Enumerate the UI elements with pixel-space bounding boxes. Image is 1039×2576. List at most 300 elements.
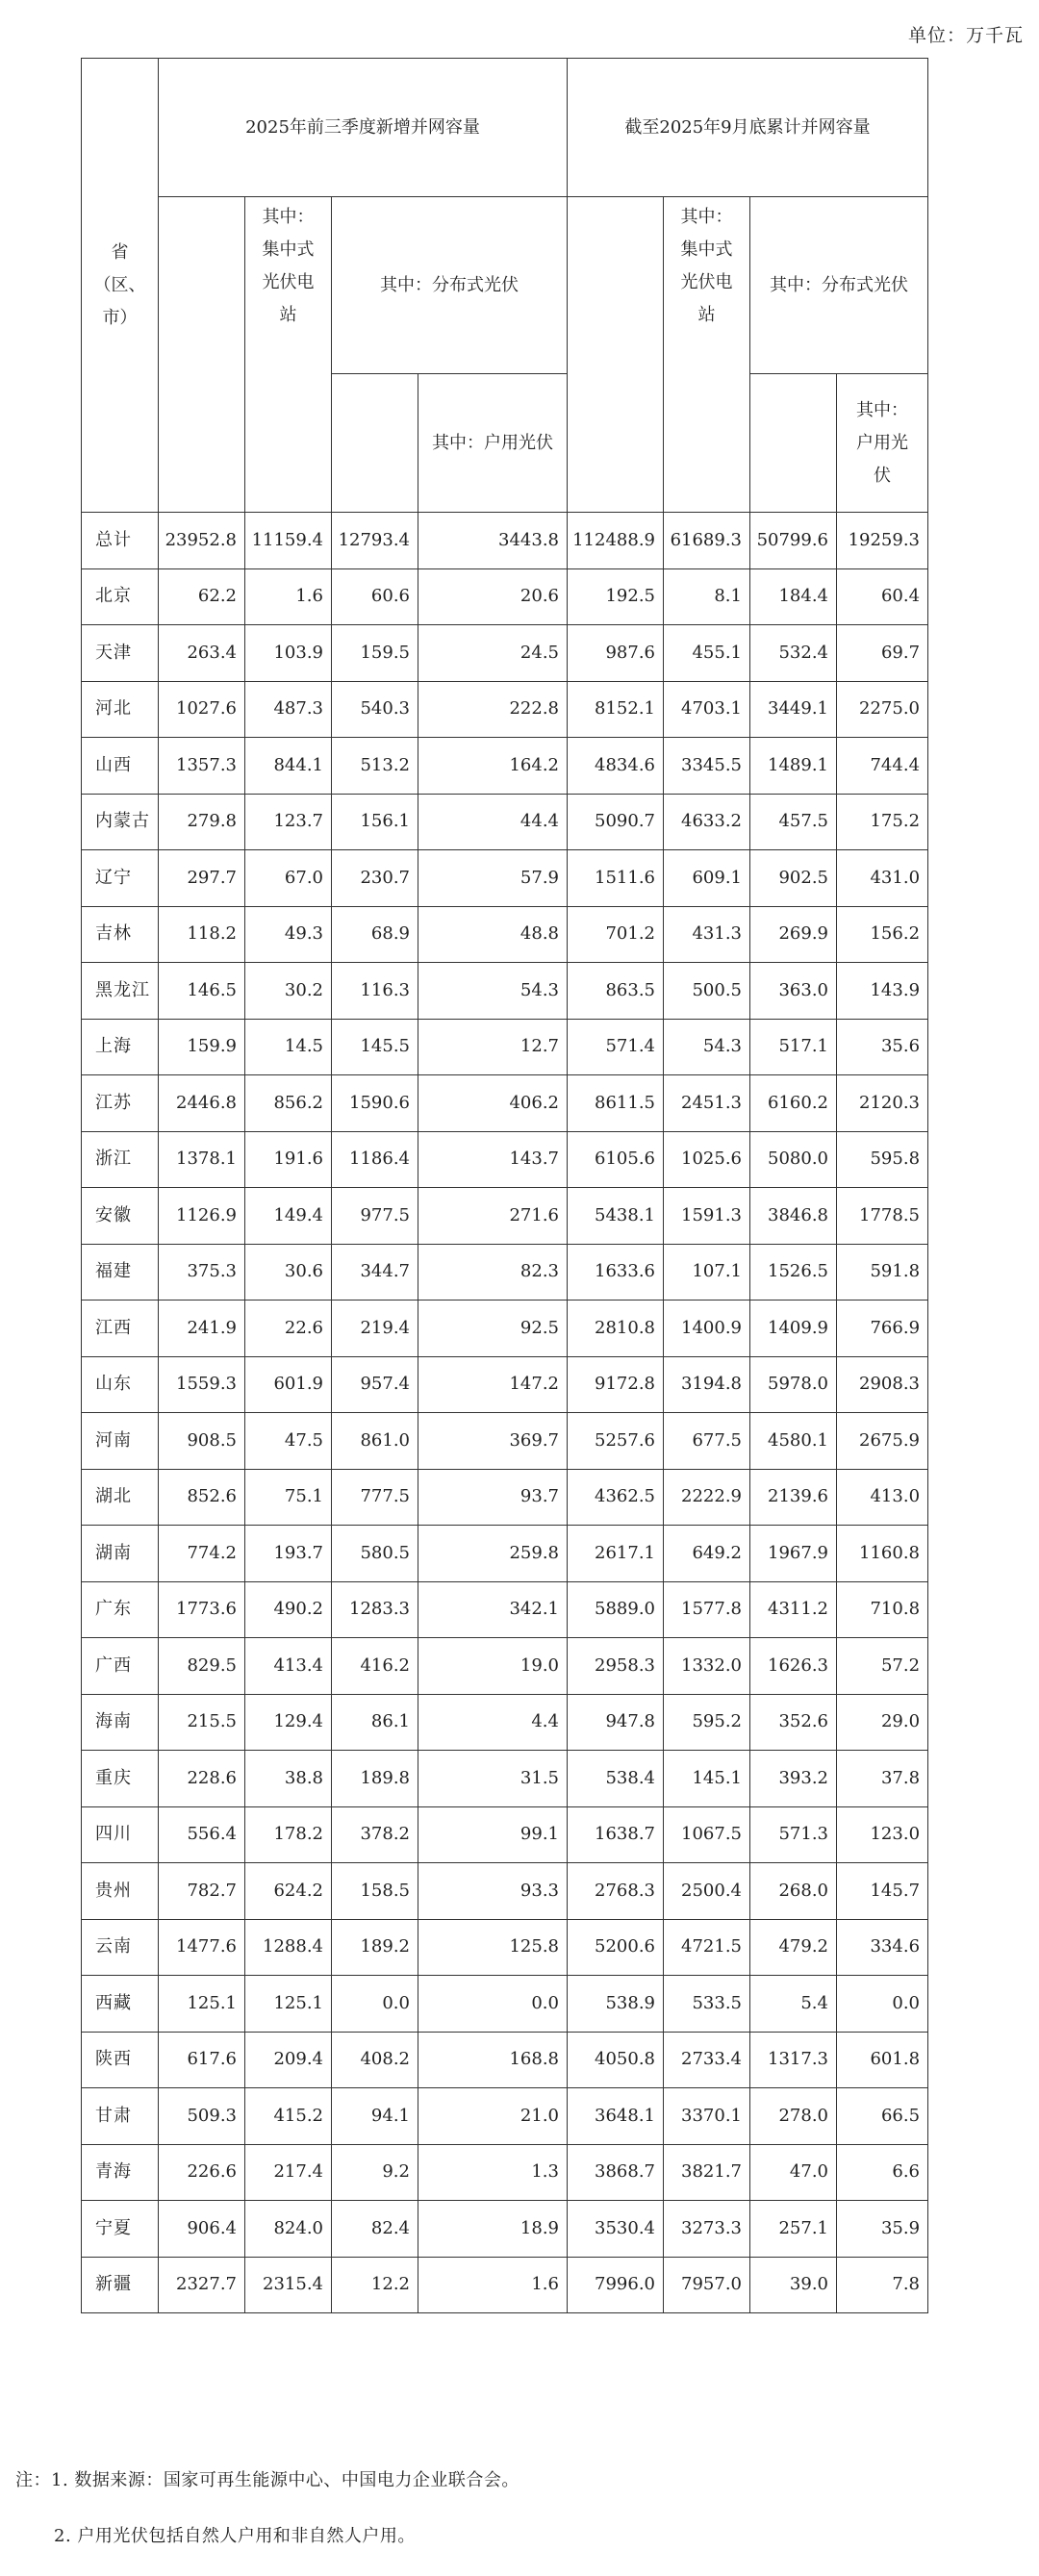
table-cell: 4.4 [418,1694,568,1751]
table-cell: 60.6 [332,568,418,625]
table-cell: 222.8 [418,681,568,738]
table-cell: 62.2 [159,568,245,625]
table-cell: 4362.5 [568,1469,664,1526]
header-new-centralized: 其中： 集中式 光伏电 站 [245,197,332,513]
table-cell: 1626.3 [750,1638,837,1695]
table-cell: 408.2 [332,2032,418,2088]
table-cell: 710.8 [837,1581,928,1638]
table-cell: 82.4 [332,2201,418,2258]
table-row [82,625,928,682]
header-total-distributed: 其中：分布式光伏 [750,197,928,374]
table-row [82,1863,928,1920]
table-cell: 2327.7 [159,2257,245,2313]
table-cell: 215.5 [159,1694,245,1751]
table-cell: 47.0 [750,2144,837,2201]
table-cell: 455.1 [664,625,750,682]
table-cell: 363.0 [750,963,837,1020]
table-cell: 777.5 [332,1469,418,1526]
table-row [82,1526,928,1582]
table-cell: 766.9 [837,1301,928,1357]
province-name: 西藏 [82,1976,159,2033]
table-cell: 5889.0 [568,1581,664,1638]
table-cell: 271.6 [418,1188,568,1245]
table-cell: 2675.9 [837,1413,928,1470]
table-cell: 257.1 [750,2201,837,2258]
table-cell: 774.2 [159,1526,245,1582]
table-cell: 57.9 [418,850,568,907]
province-name: 上海 [82,1019,159,1075]
province-name: 四川 [82,1806,159,1863]
table-cell: 3846.8 [750,1188,837,1245]
table-cell: 844.1 [245,738,332,795]
table-cell: 145.1 [664,1751,750,1807]
table-row [82,1413,928,1470]
table-row [82,850,928,907]
table-cell: 1400.9 [664,1301,750,1357]
header-new-capacity: 2025年前三季度新增并网容量 [159,59,568,197]
header-row-1 [82,59,928,197]
table-cell: 1.6 [245,568,332,625]
table-cell: 35.6 [837,1019,928,1075]
table-cell: 279.8 [159,794,245,850]
table-cell: 1590.6 [332,1075,418,1132]
table-cell: 479.2 [750,1919,837,1976]
table-cell: 297.7 [159,850,245,907]
table-cell: 1357.3 [159,738,245,795]
table-cell: 146.5 [159,963,245,1020]
table-cell: 19259.3 [837,513,928,569]
header-total-blank [568,197,664,513]
table-cell: 431.0 [837,850,928,907]
table-cell: 344.7 [332,1244,418,1301]
table-cell: 490.2 [245,1581,332,1638]
table-cell: 156.2 [837,906,928,963]
table-cell: 6160.2 [750,1075,837,1132]
table-row [82,2032,928,2088]
table-cell: 2120.3 [837,1075,928,1132]
note-2: 2. 户用光伏包括自然人户用和非自然人户用。 [54,2526,416,2546]
table-cell: 107.1 [664,1244,750,1301]
table-cell: 824.0 [245,2201,332,2258]
table-cell: 230.7 [332,850,418,907]
table-cell: 1317.3 [750,2032,837,2088]
table-cell: 8.1 [664,568,750,625]
table-cell: 12.2 [332,2257,418,2313]
table-cell: 7996.0 [568,2257,664,2313]
table-cell: 189.8 [332,1751,418,1807]
table-cell: 219.4 [332,1301,418,1357]
table-row [82,1751,928,1807]
province-name: 重庆 [82,1751,159,1807]
header-new-distributed: 其中：分布式光伏 [332,197,568,374]
table-cell: 413.4 [245,1638,332,1695]
table-cell: 5257.6 [568,1413,664,1470]
table-cell: 1409.9 [750,1301,837,1357]
table-cell: 4580.1 [750,1413,837,1470]
table-cell: 159.5 [332,625,418,682]
table-cell: 0.0 [837,1976,928,2033]
table-cell: 82.3 [418,1244,568,1301]
table-cell: 532.4 [750,625,837,682]
table-cell: 30.6 [245,1244,332,1301]
table-cell: 112488.9 [568,513,664,569]
table-row [82,1019,928,1075]
pv-capacity-table [81,58,928,2313]
province-name: 内蒙古 [82,794,159,850]
table-cell: 69.7 [837,625,928,682]
table-cell: 92.5 [418,1301,568,1357]
table-cell: 60.4 [837,568,928,625]
table-cell: 29.0 [837,1694,928,1751]
province-name: 青海 [82,2144,159,2201]
table-cell: 103.9 [245,625,332,682]
table-row [82,1075,928,1132]
table-cell: 175.2 [837,794,928,850]
table-cell: 241.9 [159,1301,245,1357]
table-cell: 649.2 [664,1526,750,1582]
table-cell: 1027.6 [159,681,245,738]
table-cell: 406.2 [418,1075,568,1132]
table-cell: 624.2 [245,1863,332,1920]
table-cell: 863.5 [568,963,664,1020]
table-cell: 2315.4 [245,2257,332,2313]
table-row [82,2257,928,2313]
table-row [82,1188,928,1245]
table-row [82,963,928,1020]
table-cell: 3530.4 [568,2201,664,2258]
table-cell: 3821.7 [664,2144,750,2201]
table-cell: 601.9 [245,1356,332,1413]
table-cell: 9172.8 [568,1356,664,1413]
table-cell: 617.6 [159,2032,245,2088]
table-cell: 38.8 [245,1751,332,1807]
table-cell: 0.0 [418,1976,568,2033]
table-cell: 2446.8 [159,1075,245,1132]
table-cell: 145.5 [332,1019,418,1075]
header-total-centralized: 其中： 集中式 光伏电 站 [664,197,750,513]
table-cell: 1489.1 [750,738,837,795]
table-cell: 3370.1 [664,2088,750,2145]
table-cell: 68.9 [332,906,418,963]
table-cell: 184.4 [750,568,837,625]
table-cell: 269.9 [750,906,837,963]
table-cell: 500.5 [664,963,750,1020]
table-row [82,1469,928,1526]
table-cell: 7.8 [837,2257,928,2313]
table-cell: 413.0 [837,1469,928,1526]
table-cell: 957.4 [332,1356,418,1413]
table-cell: 595.8 [837,1131,928,1188]
table-cell: 902.5 [750,850,837,907]
table-cell: 189.2 [332,1919,418,1976]
table-cell: 48.8 [418,906,568,963]
table-cell: 93.7 [418,1469,568,1526]
province-name: 安徽 [82,1188,159,1245]
province-name: 北京 [82,568,159,625]
table-cell: 861.0 [332,1413,418,1470]
table-cell: 571.4 [568,1019,664,1075]
table-cell: 168.8 [418,2032,568,2088]
table-cell: 2451.3 [664,1075,750,1132]
table-cell: 977.5 [332,1188,418,1245]
table-cell: 94.1 [332,2088,418,2145]
table-cell: 2139.6 [750,1469,837,1526]
table-cell: 1773.6 [159,1581,245,1638]
table-cell: 538.4 [568,1751,664,1807]
table-cell: 24.5 [418,625,568,682]
table-cell: 1967.9 [750,1526,837,1582]
table-row [82,513,928,569]
province-name: 天津 [82,625,159,682]
table-cell: 278.0 [750,2088,837,2145]
table-cell: 268.0 [750,1863,837,1920]
province-name: 湖南 [82,1526,159,1582]
table-cell: 125.1 [159,1976,245,2033]
table-cell: 54.3 [418,963,568,1020]
table-cell: 39.0 [750,2257,837,2313]
table-cell: 20.6 [418,568,568,625]
table-cell: 156.1 [332,794,418,850]
table-cell: 595.2 [664,1694,750,1751]
table-cell: 5.4 [750,1976,837,2033]
table-row [82,1806,928,1863]
table-cell: 856.2 [245,1075,332,1132]
header-row-2 [82,197,928,374]
table-cell: 2810.8 [568,1301,664,1357]
table-cell: 123.7 [245,794,332,850]
table-cell: 54.3 [664,1019,750,1075]
table-cell: 8152.1 [568,681,664,738]
table-cell: 123.0 [837,1806,928,1863]
table-cell: 5978.0 [750,1356,837,1413]
table-cell: 677.5 [664,1413,750,1470]
table-cell: 431.3 [664,906,750,963]
table-cell: 906.4 [159,2201,245,2258]
header-new-total-blank [159,197,245,513]
table-cell: 145.7 [837,1863,928,1920]
table-cell: 1288.4 [245,1919,332,1976]
table-row [82,794,928,850]
table-cell: 3648.1 [568,2088,664,2145]
table-cell: 3443.8 [418,513,568,569]
table-cell: 259.8 [418,1526,568,1582]
table-cell: 1126.9 [159,1188,245,1245]
table-cell: 2275.0 [837,681,928,738]
province-name: 山东 [82,1356,159,1413]
table-cell: 509.3 [159,2088,245,2145]
province-name: 贵州 [82,1863,159,1920]
table-cell: 1633.6 [568,1244,664,1301]
table-cell: 4703.1 [664,681,750,738]
table-cell: 571.3 [750,1806,837,1863]
table-cell: 0.0 [332,1976,418,2033]
table-cell: 2958.3 [568,1638,664,1695]
table-cell: 67.0 [245,850,332,907]
table-cell: 1067.5 [664,1806,750,1863]
header-new-distributed-blank [332,374,418,513]
table-cell: 4633.2 [664,794,750,850]
table-cell: 1.6 [418,2257,568,2313]
table-cell: 178.2 [245,1806,332,1863]
province-name: 河北 [82,681,159,738]
header-new-household: 其中：户用光伏 [418,374,568,513]
province-name: 海南 [82,1694,159,1751]
header-province: 省 （区、 市） [82,59,159,513]
table-cell: 57.2 [837,1638,928,1695]
table-cell: 5080.0 [750,1131,837,1188]
province-name: 陕西 [82,2032,159,2088]
table-cell: 782.7 [159,1863,245,1920]
table-cell: 2908.3 [837,1356,928,1413]
table-cell: 580.5 [332,1526,418,1582]
table-row [82,906,928,963]
table-row [82,1976,928,2033]
table-cell: 9.2 [332,2144,418,2201]
table-cell: 12.7 [418,1019,568,1075]
province-name: 宁夏 [82,2201,159,2258]
table-cell: 6.6 [837,2144,928,2201]
province-name: 福建 [82,1244,159,1301]
table-cell: 487.3 [245,681,332,738]
table-cell: 30.2 [245,963,332,1020]
table-cell: 1577.8 [664,1581,750,1638]
table-row [82,1131,928,1188]
table-cell: 3449.1 [750,681,837,738]
table-cell: 129.4 [245,1694,332,1751]
table-cell: 159.9 [159,1019,245,1075]
table-cell: 5200.6 [568,1919,664,1976]
table-cell: 6105.6 [568,1131,664,1188]
table-row [82,681,928,738]
table-cell: 3273.3 [664,2201,750,2258]
table-cell: 1526.5 [750,1244,837,1301]
table-cell: 334.6 [837,1919,928,1976]
table-cell: 193.7 [245,1526,332,1582]
province-name: 吉林 [82,906,159,963]
table-cell: 3345.5 [664,738,750,795]
table-cell: 23952.8 [159,513,245,569]
table-row [82,1581,928,1638]
table-cell: 556.4 [159,1806,245,1863]
table-cell: 86.1 [332,1694,418,1751]
table-row [82,568,928,625]
province-name: 新疆 [82,2257,159,2313]
table-cell: 591.8 [837,1244,928,1301]
table-cell: 369.7 [418,1413,568,1470]
table-cell: 533.5 [664,1976,750,2033]
table-cell: 158.5 [332,1863,418,1920]
table-cell: 66.5 [837,2088,928,2145]
table-cell: 378.2 [332,1806,418,1863]
table-cell: 2222.9 [664,1469,750,1526]
unit-label: 单位：万千瓦 [907,25,1024,46]
table-cell: 1378.1 [159,1131,245,1188]
table-cell: 5438.1 [568,1188,664,1245]
table-cell: 4050.8 [568,2032,664,2088]
table-cell: 49.3 [245,906,332,963]
table-cell: 947.8 [568,1694,664,1751]
table-cell: 829.5 [159,1638,245,1695]
table-cell: 44.4 [418,794,568,850]
table-row [82,1919,928,1976]
table-row [82,1301,928,1357]
notes [15,2464,520,2576]
table-cell: 75.1 [245,1469,332,1526]
table-cell: 143.7 [418,1131,568,1188]
table-cell: 12793.4 [332,513,418,569]
table-cell: 744.4 [837,738,928,795]
province-name: 广西 [82,1638,159,1695]
table-cell: 540.3 [332,681,418,738]
table-cell: 1160.8 [837,1526,928,1582]
table-cell: 19.0 [418,1638,568,1695]
table-cell: 987.6 [568,625,664,682]
table-row [82,738,928,795]
table-row [82,2088,928,2145]
table-cell: 1025.6 [664,1131,750,1188]
table-cell: 14.5 [245,1019,332,1075]
table-cell: 517.1 [750,1019,837,1075]
table-cell: 2617.1 [568,1526,664,1582]
province-name: 广东 [82,1581,159,1638]
table-cell: 908.5 [159,1413,245,1470]
header-total-distributed-blank [750,374,837,513]
table-row [82,2201,928,2258]
table-cell: 3868.7 [568,2144,664,2201]
table-row [82,1694,928,1751]
table-cell: 226.6 [159,2144,245,2201]
table-cell: 263.4 [159,625,245,682]
table-cell: 513.2 [332,738,418,795]
header-cumulative-capacity: 截至2025年9月底累计并网容量 [568,59,928,197]
table-cell: 21.0 [418,2088,568,2145]
table-cell: 22.6 [245,1301,332,1357]
table-cell: 4721.5 [664,1919,750,1976]
table-row [82,2144,928,2201]
table-cell: 61689.3 [664,513,750,569]
province-name: 河南 [82,1413,159,1470]
province-name: 浙江 [82,1131,159,1188]
table-cell: 125.1 [245,1976,332,2033]
table-cell: 31.5 [418,1751,568,1807]
table-cell: 149.4 [245,1188,332,1245]
table-cell: 1186.4 [332,1131,418,1188]
table-row [82,1244,928,1301]
table-cell: 99.1 [418,1806,568,1863]
table-cell: 1778.5 [837,1188,928,1245]
table-cell: 609.1 [664,850,750,907]
table-cell: 147.2 [418,1356,568,1413]
table-cell: 192.5 [568,568,664,625]
table-cell: 50799.6 [750,513,837,569]
province-name: 辽宁 [82,850,159,907]
table-cell: 1477.6 [159,1919,245,1976]
table-cell: 852.6 [159,1469,245,1526]
table-cell: 1638.7 [568,1806,664,1863]
table-cell: 191.6 [245,1131,332,1188]
province-name: 总计 [82,513,159,569]
province-name: 山西 [82,738,159,795]
table-cell: 415.2 [245,2088,332,2145]
table-cell: 1283.3 [332,1581,418,1638]
province-name: 湖北 [82,1469,159,1526]
table-cell: 11159.4 [245,513,332,569]
table-cell: 209.4 [245,2032,332,2088]
table-cell: 35.9 [837,2201,928,2258]
province-name: 江苏 [82,1075,159,1132]
province-name: 黑龙江 [82,963,159,1020]
table-cell: 5090.7 [568,794,664,850]
